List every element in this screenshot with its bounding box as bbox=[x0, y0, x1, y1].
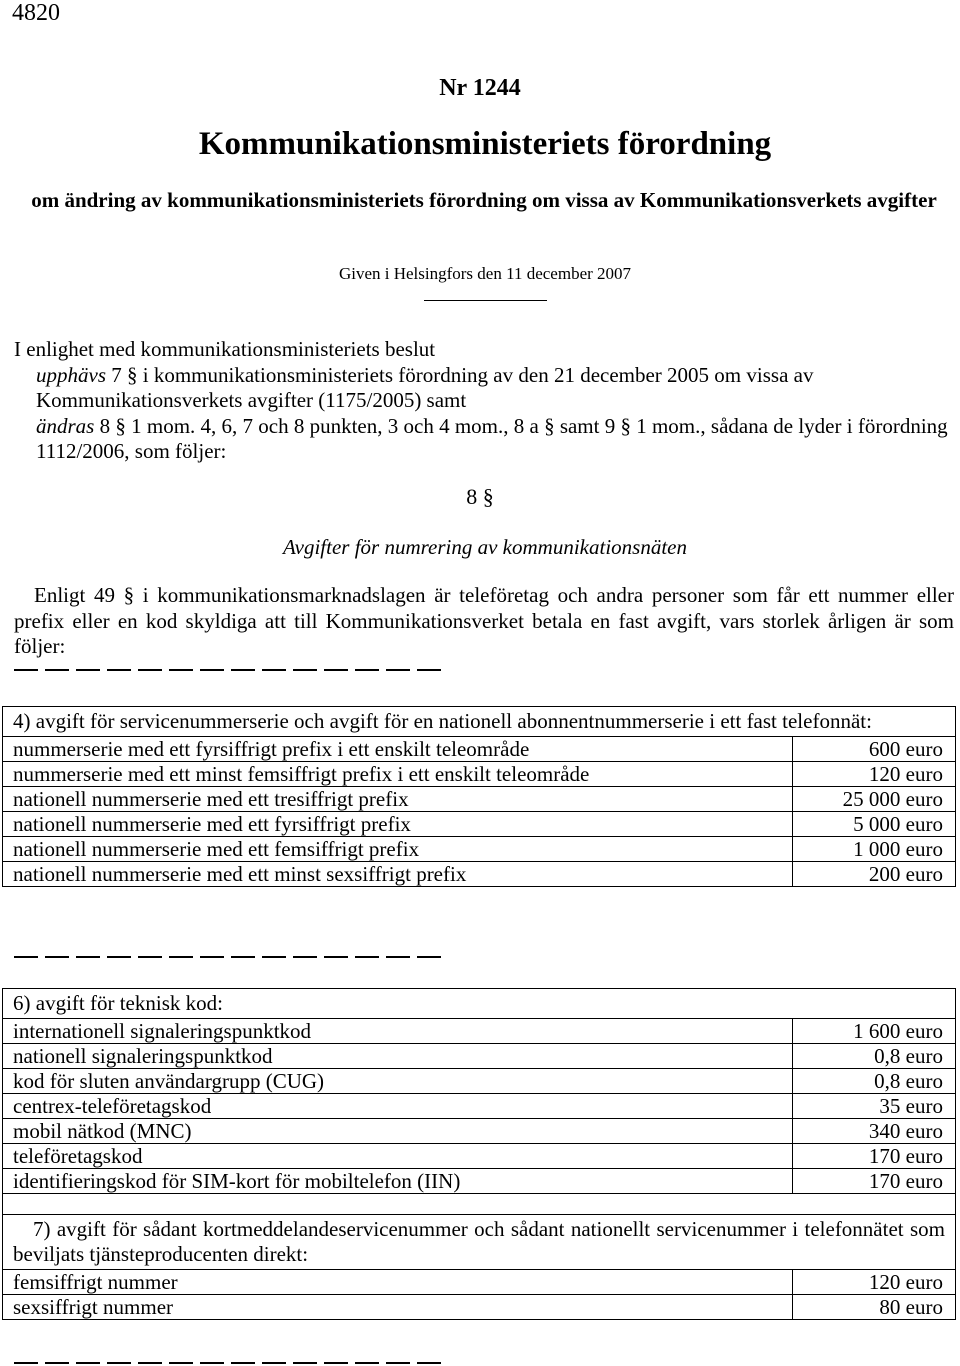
intro-amend bbox=[14, 414, 954, 465]
fee-label: nummerserie med ett minst femsiffrigt prefix i ett enskilt teleområde bbox=[3, 762, 793, 787]
fee-amount: 1 600 euro bbox=[793, 1019, 956, 1044]
fee-table-4 bbox=[2, 706, 956, 887]
table-heading: 6) avgift för teknisk kod: bbox=[3, 989, 956, 1019]
fee-amount: 120 euro bbox=[793, 762, 956, 787]
table-row bbox=[3, 1215, 956, 1270]
fee-label: mobil nätkod (MNC) bbox=[3, 1119, 793, 1144]
table-row bbox=[3, 1270, 956, 1295]
table-row bbox=[3, 1194, 956, 1215]
table-row bbox=[3, 1295, 956, 1320]
fee-amount: 120 euro bbox=[793, 1270, 956, 1295]
table-row bbox=[3, 862, 956, 887]
table-row bbox=[3, 1019, 956, 1044]
fee-amount: 200 euro bbox=[793, 862, 956, 887]
table-row bbox=[3, 737, 956, 762]
table-row bbox=[3, 1119, 956, 1144]
fee-label: nationell nummerserie med ett minst sexsiffrigt prefix bbox=[3, 862, 793, 887]
fee-amount: 170 euro bbox=[793, 1144, 956, 1169]
table-row bbox=[3, 1044, 956, 1069]
amend-text: 8 § 1 mom. 4, 6, 7 och 8 punkten, 3 och 4 mom., 8 a § samt 9 § 1 mom., sådana de lyder i förordning 1112/2006, som följer: bbox=[36, 413, 948, 463]
fee-amount: 35 euro bbox=[793, 1094, 956, 1119]
fee-amount: 1 000 euro bbox=[793, 837, 956, 862]
fee-amount: 5 000 euro bbox=[793, 812, 956, 837]
table-row bbox=[3, 707, 956, 737]
fee-amount: 80 euro bbox=[793, 1295, 956, 1320]
omission-dashes bbox=[14, 1362, 442, 1364]
table-row bbox=[3, 989, 956, 1019]
table-row bbox=[3, 1169, 956, 1194]
fee-label: kod för sluten användargrupp (CUG) bbox=[3, 1069, 793, 1094]
fee-amount: 25 000 euro bbox=[793, 787, 956, 812]
fee-label: nationell nummerserie med ett femsiffrigt prefix bbox=[3, 837, 793, 862]
document-number: Nr 1244 bbox=[439, 75, 521, 101]
repeal-word: upphävs bbox=[36, 362, 106, 387]
intro-paragraph bbox=[14, 337, 954, 465]
fee-amount: 0,8 euro bbox=[793, 1069, 956, 1094]
section-heading: 8 § bbox=[466, 484, 494, 509]
repeal-text: 7 § i kommunikationsministeriets förordning av den 21 december 2005 om vissa av Kommunikationsverkets avgifter (1175/2005) samt bbox=[36, 362, 814, 412]
amend-word: ändras bbox=[36, 413, 95, 438]
table-row bbox=[3, 762, 956, 787]
fee-label: teleföretagskod bbox=[3, 1144, 793, 1169]
given-date: Given i Helsingfors den 11 december 2007 bbox=[338, 264, 632, 283]
blank-cell bbox=[3, 1194, 956, 1215]
fee-amount: 0,8 euro bbox=[793, 1044, 956, 1069]
fee-label: nummerserie med ett fyrsiffrigt prefix i ett enskilt teleområde bbox=[3, 737, 793, 762]
table-row bbox=[3, 1144, 956, 1169]
table-row bbox=[3, 837, 956, 862]
title-rule bbox=[424, 300, 547, 301]
fee-label: nationell nummerserie med ett fyrsiffrigt prefix bbox=[3, 812, 793, 837]
fee-table-6 bbox=[2, 988, 956, 1320]
table-row bbox=[3, 1094, 956, 1119]
document-title: Kommunikationsministeriets förordning bbox=[198, 126, 772, 162]
fee-label: femsiffrigt nummer bbox=[3, 1270, 793, 1295]
section-title: Avgifter för numrering av kommunikationsnäten bbox=[282, 535, 687, 559]
table-heading: 7) avgift för sådant kortmeddelandeservicenummer och sådant nationellt servicenummer i telefonnätet som beviljats tjänsteproducenten direkt: bbox=[3, 1215, 956, 1270]
intro-line: I enlighet med kommunikationsministeriets beslut bbox=[14, 337, 436, 361]
omission-dashes bbox=[14, 669, 442, 671]
fee-label: nationell signaleringspunktkod bbox=[3, 1044, 793, 1069]
table-heading: 4) avgift för servicenummerserie och avgift för en nationell abonnentnummerserie i ett fast telefonnät: bbox=[3, 707, 956, 737]
fee-amount: 340 euro bbox=[793, 1119, 956, 1144]
document-subtitle: om ändring av kommunikationsministeriets förordning om vissa av Kommunikationsverkets avgifter bbox=[31, 188, 937, 212]
fee-label: identifieringskod för SIM-kort för mobiltelefon (IIN) bbox=[3, 1169, 793, 1194]
table-row bbox=[3, 787, 956, 812]
fee-label: centrex-teleföretagskod bbox=[3, 1094, 793, 1119]
fee-amount: 600 euro bbox=[793, 737, 956, 762]
fee-amount: 170 euro bbox=[793, 1169, 956, 1194]
table-row bbox=[3, 1069, 956, 1094]
fee-label: nationell nummerserie med ett tresiffrigt prefix bbox=[3, 787, 793, 812]
fee-label: sexsiffrigt nummer bbox=[3, 1295, 793, 1320]
intro-repeal bbox=[14, 363, 954, 414]
section-body: Enligt 49 § i kommunikationsmarknadslagen är teleföretag och andra personer som får ett nummer eller prefix eller en kod skyldiga att till Kommunikationsverket betala en fast avgift, vars storlek årligen är som följer: bbox=[14, 583, 954, 658]
fee-label: internationell signaleringspunktkod bbox=[3, 1019, 793, 1044]
table-row bbox=[3, 812, 956, 837]
page-number: 4820 bbox=[12, 0, 60, 26]
omission-dashes bbox=[14, 956, 442, 958]
